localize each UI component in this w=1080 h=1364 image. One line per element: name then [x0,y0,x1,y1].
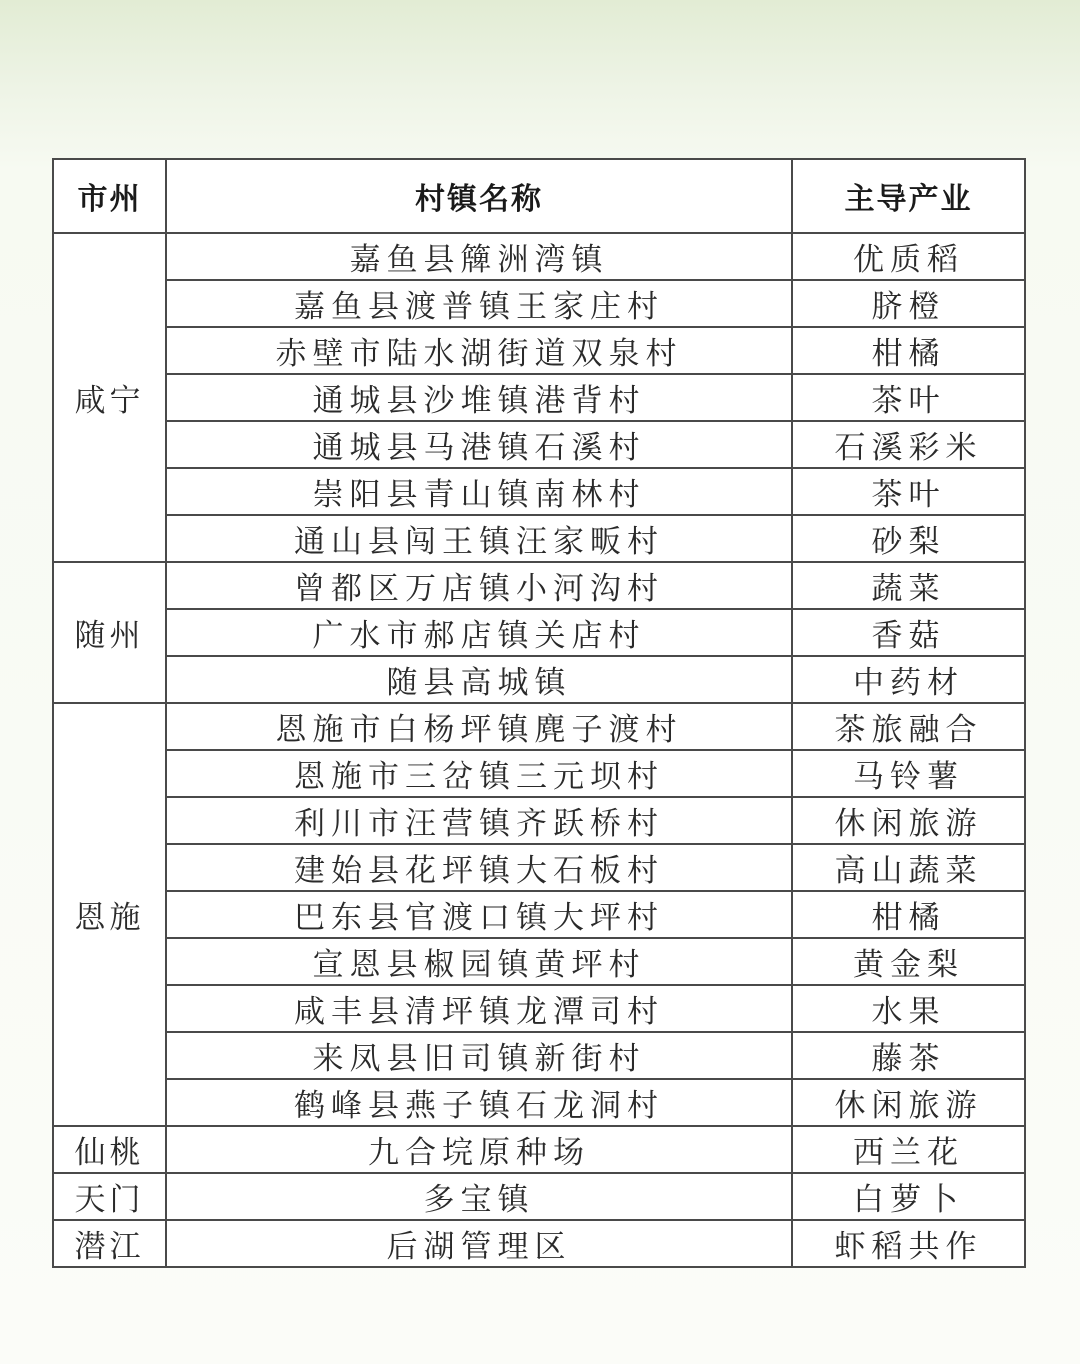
header-city: 市州 [53,159,166,233]
table-row [53,891,1025,938]
table-row [53,233,1025,280]
header-village-name: 村镇名称 [166,159,792,233]
industry-cell: 黄金梨 [792,938,1025,985]
city-cell: 随州 [53,562,166,703]
village-name-cell: 嘉鱼县渡普镇王家庄村 [166,280,792,327]
table-row [53,468,1025,515]
village-name-cell: 巴东县官渡口镇大坪村 [166,891,792,938]
industry-cell: 脐橙 [792,280,1025,327]
village-name-cell: 随县高城镇 [166,656,792,703]
industry-cell: 柑橘 [792,891,1025,938]
industry-cell: 香菇 [792,609,1025,656]
city-cell: 恩施 [53,703,166,1126]
village-name-cell: 广水市郝店镇关店村 [166,609,792,656]
table-row [53,421,1025,468]
table-row [53,938,1025,985]
industry-cell: 茶旅融合 [792,703,1025,750]
village-name-cell: 崇阳县青山镇南林村 [166,468,792,515]
village-name-cell: 鹤峰县燕子镇石龙洞村 [166,1079,792,1126]
table-row [53,1220,1025,1267]
village-name-cell: 赤壁市陆水湖街道双泉村 [166,327,792,374]
village-name-cell: 来凤县旧司镇新街村 [166,1032,792,1079]
table-row [53,844,1025,891]
village-name-cell: 利川市汪营镇齐跃桥村 [166,797,792,844]
village-name-cell: 恩施市白杨坪镇麂子渡村 [166,703,792,750]
industry-cell: 藤茶 [792,1032,1025,1079]
table-row [53,609,1025,656]
industry-cell: 休闲旅游 [792,1079,1025,1126]
industry-cell: 蔬菜 [792,562,1025,609]
village-industry-table [52,158,1026,1268]
industry-cell: 白萝卜 [792,1173,1025,1220]
village-name-cell: 后湖管理区 [166,1220,792,1267]
table-row [53,327,1025,374]
village-name-cell: 建始县花坪镇大石板村 [166,844,792,891]
table-header [53,159,1025,233]
header-leading-industry: 主导产业 [792,159,1025,233]
table-row [53,1079,1025,1126]
industry-cell: 茶叶 [792,468,1025,515]
table-row [53,1126,1025,1173]
table-row [53,703,1025,750]
industry-cell: 茶叶 [792,374,1025,421]
industry-cell: 中药材 [792,656,1025,703]
city-cell: 咸宁 [53,233,166,562]
table-row [53,656,1025,703]
table-row [53,985,1025,1032]
industry-cell: 砂梨 [792,515,1025,562]
industry-cell: 优质稻 [792,233,1025,280]
header-row [53,159,1025,233]
table-row [53,1032,1025,1079]
village-name-cell: 通城县沙堆镇港背村 [166,374,792,421]
village-name-cell: 咸丰县清坪镇龙潭司村 [166,985,792,1032]
village-name-cell: 嘉鱼县簰洲湾镇 [166,233,792,280]
table-row [53,797,1025,844]
table-row [53,515,1025,562]
industry-cell: 西兰花 [792,1126,1025,1173]
industry-cell: 休闲旅游 [792,797,1025,844]
table-row [53,1173,1025,1220]
city-cell: 仙桃 [53,1126,166,1173]
city-cell: 潜江 [53,1220,166,1267]
industry-cell: 石溪彩米 [792,421,1025,468]
industry-cell: 水果 [792,985,1025,1032]
table-row [53,280,1025,327]
city-cell: 天门 [53,1173,166,1220]
industry-cell: 马铃薯 [792,750,1025,797]
industry-cell: 柑橘 [792,327,1025,374]
village-name-cell: 九合垸原种场 [166,1126,792,1173]
table-row [53,750,1025,797]
village-name-cell: 通城县马港镇石溪村 [166,421,792,468]
village-name-cell: 恩施市三岔镇三元坝村 [166,750,792,797]
table-row [53,562,1025,609]
village-name-cell: 多宝镇 [166,1173,792,1220]
industry-cell: 虾稻共作 [792,1220,1025,1267]
village-name-cell: 通山县闯王镇汪家畈村 [166,515,792,562]
village-name-cell: 曾都区万店镇小河沟村 [166,562,792,609]
table-body [53,233,1025,1267]
village-name-cell: 宣恩县椒园镇黄坪村 [166,938,792,985]
table-row [53,374,1025,421]
industry-cell: 高山蔬菜 [792,844,1025,891]
